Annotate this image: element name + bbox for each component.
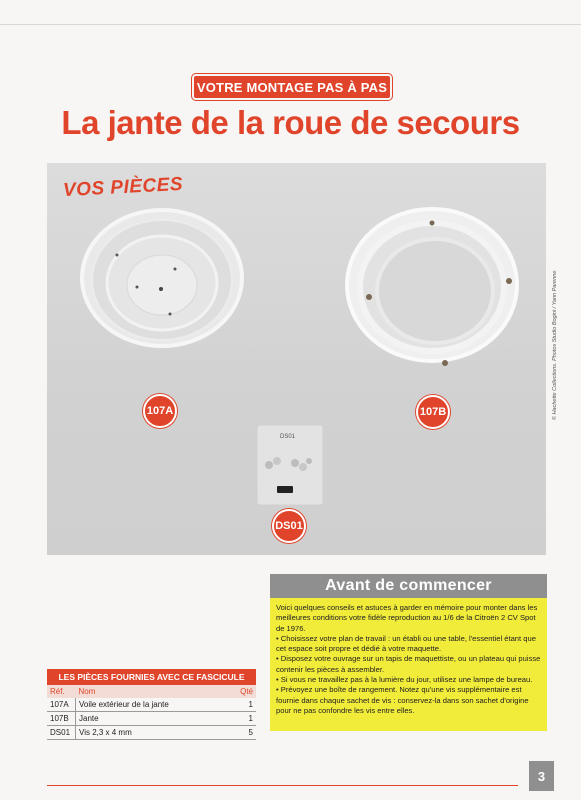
- row-ref: DS01: [47, 726, 76, 740]
- photo-credit: © Hachette Collections. Photos Studio Bogini / Yann Parenne: [552, 270, 558, 420]
- parts-table-caption: LES PIÈCES FOURNIES AVEC CE FASCICULE: [47, 669, 256, 685]
- row-qty: 5: [226, 726, 256, 740]
- before-you-start-body: [270, 598, 547, 716]
- label-107b: 107B: [416, 395, 450, 429]
- row-ref: 107A: [47, 698, 76, 712]
- part-ds01-bag: [257, 425, 323, 505]
- parts-heading: VOS PIÈCES: [62, 173, 184, 202]
- tip-item: • Prévoyez une boîte de rangement. Notez qu'une vis supplémentaire est fournie dans chaque sachet de vis : conservez-la dans son sachet d'origine pour ne pas confondre les vis entre elles.: [276, 685, 529, 715]
- header-qty: Qté: [226, 685, 256, 698]
- row-ref: 107B: [47, 712, 76, 726]
- tip-item: • Disposez votre ouvrage sur un tapis de maquettiste, ou un plateau qui puisse contenir les pièces à assembler.: [276, 654, 541, 674]
- table-row: [47, 698, 256, 712]
- bag-label: DS01: [280, 434, 296, 440]
- section-badge: VOTRE MONTAGE PAS À PAS: [192, 74, 392, 100]
- label-ds01: DS01: [272, 509, 306, 543]
- parts-table: [47, 669, 256, 740]
- row-qty: 1: [226, 712, 256, 726]
- tip-item: • Choisissez votre plan de travail : un établi ou une table, l'essentiel étant que cet espace soit propre et dédié à votre maquette.: [276, 633, 536, 654]
- parts-illustration: [47, 163, 546, 555]
- intro-paragraph: Voici quelques conseils et astuces à garder en mémoire pour monter dans les meilleures conditions votre fidèle reproduction au 1/6 de la Citroën 2 CV Spot de 1976.: [276, 603, 538, 633]
- table-row: [47, 726, 256, 740]
- part-107a-disc: [82, 210, 242, 346]
- label-107a: 107A: [143, 394, 177, 428]
- tip-item: • Si vous ne travaillez pas à la lumière du jour, utilisez une lampe de bureau.: [276, 675, 533, 685]
- before-you-start-box: [270, 574, 547, 731]
- row-name: Voile extérieur de la jante: [76, 698, 227, 712]
- row-qty: 1: [226, 698, 256, 712]
- top-divider: [0, 24, 581, 25]
- page-title: La jante de la roue de secours: [61, 104, 520, 141]
- header-name: Nom: [76, 685, 227, 698]
- page-number: 3: [529, 761, 554, 791]
- part-107b-rim: [347, 209, 517, 366]
- parts-photo: [47, 163, 546, 555]
- row-name: Vis 2,3 x 4 mm: [76, 726, 227, 740]
- header-ref: Réf.: [47, 685, 76, 698]
- table-row: [47, 712, 256, 726]
- bottom-divider: [47, 785, 518, 786]
- before-you-start-title: Avant de commencer: [270, 574, 547, 598]
- parts-table-header: [47, 685, 256, 698]
- row-name: Jante: [76, 712, 227, 726]
